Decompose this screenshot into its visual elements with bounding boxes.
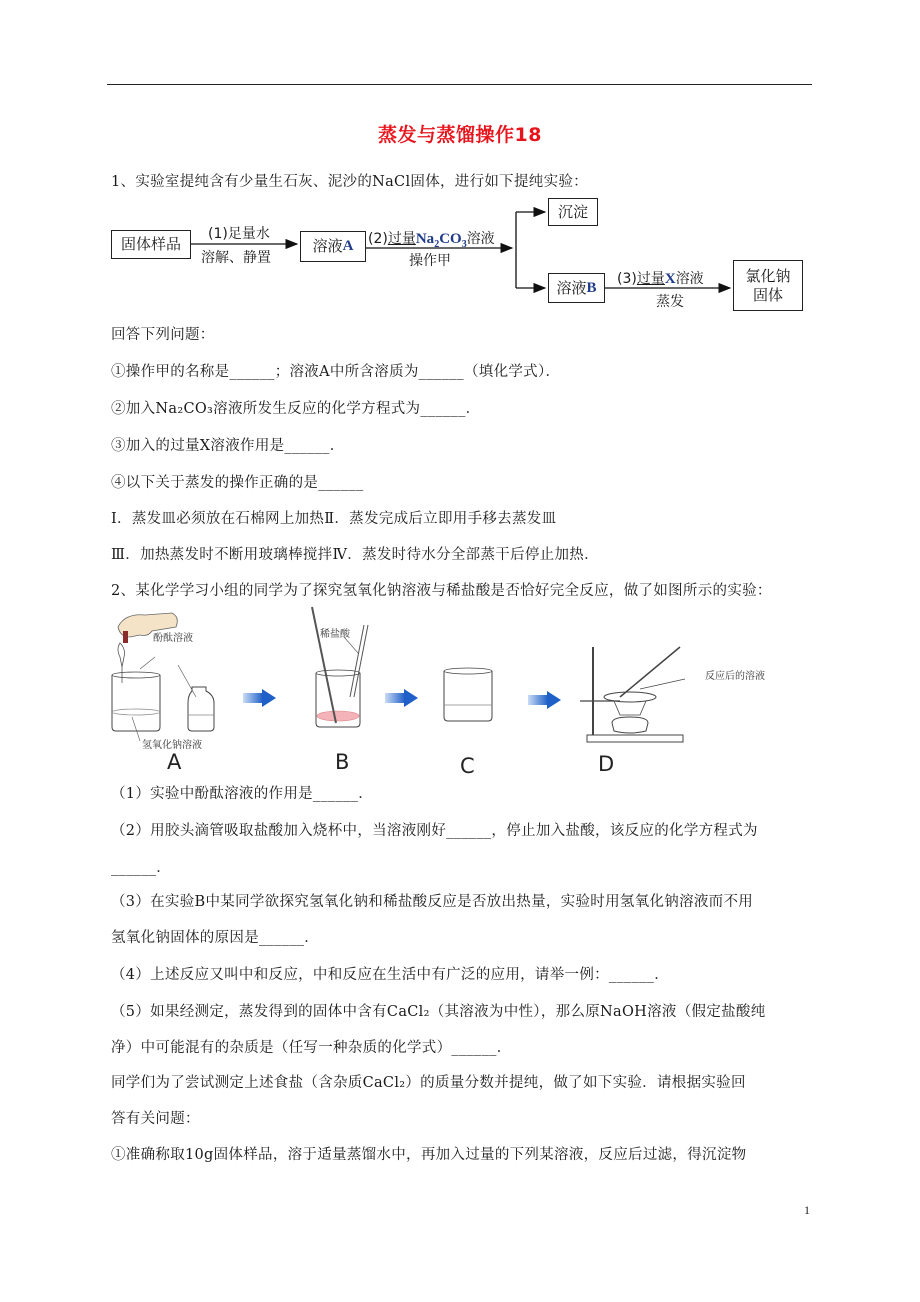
experiment-illustration bbox=[100, 605, 760, 780]
label-phenolphthalein: 酚酞溶液 bbox=[153, 633, 193, 644]
q2-followup-cont: 答有关问题： bbox=[111, 1111, 200, 1127]
step3-excess: 过量 bbox=[636, 271, 665, 287]
q2-item-4: （4）上述反应又叫中和反应，中和反应在生活中有广泛的应用，请举一例：______． bbox=[111, 967, 670, 983]
box-solid-sample-label: 固体样品 bbox=[120, 235, 181, 253]
q1-item-4: ④以下关于蒸发的操作正确的是______ bbox=[111, 475, 364, 491]
box-solution-a bbox=[300, 231, 366, 262]
step3-suffix: 溶液 bbox=[675, 271, 704, 287]
step2-chem-co: CO bbox=[439, 231, 462, 247]
label-naoh-solution: 氢氧化钠溶液 bbox=[142, 740, 202, 751]
panel-label-d: D bbox=[598, 752, 615, 776]
q1-item-1: ①操作甲的名称是______；溶液A中所含溶质为______（填化学式）． bbox=[111, 364, 561, 380]
q1-item-2: ②加入Na₂CO₃溶液所发生反应的化学方程式为______． bbox=[111, 401, 481, 417]
step3-prefix: (3) bbox=[617, 271, 637, 287]
flow-diagram bbox=[0, 0, 920, 330]
step1-bottom-label: 溶解、静置 bbox=[201, 250, 271, 266]
q2-followup: 同学们为了尝试测定上述食盐（含杂质CaCl₂）的质量分数并提纯，做了如下实验．请根据实验回 bbox=[111, 1075, 746, 1091]
step2-suffix: 溶液 bbox=[466, 231, 495, 247]
step2-excess: 过量 bbox=[387, 231, 416, 247]
label-dilute-hcl: 稀盐酸 bbox=[320, 629, 350, 640]
label-reacted-solution: 反应后的溶液 bbox=[705, 671, 765, 682]
q2-item-2: （2）用胶头滴管吸取盐酸加入烧杯中，当溶液刚好______，停止加入盐酸，该反应的化学方程式为 bbox=[111, 823, 758, 839]
box-precipitate-label: 沉淀 bbox=[557, 202, 588, 221]
step2-chem bbox=[415, 231, 467, 250]
q1-option-1-2: Ⅰ．蒸发皿必须放在石棉网上加热Ⅱ．蒸发完成后立即用手移去蒸发皿 bbox=[111, 511, 557, 527]
page-title: 蒸发与蒸馏操作18 bbox=[378, 124, 542, 146]
box-nacl-line1: 氯化钠 bbox=[745, 266, 791, 285]
q2-item-2-cont: ______． bbox=[111, 860, 172, 876]
box-solution-b-text: 溶液 bbox=[556, 278, 587, 297]
panel-label-c: C bbox=[460, 754, 475, 778]
step2-prefix: (2) bbox=[368, 231, 388, 247]
q2-item-5-cont: 净）中可能混有的杂质是（任写一种杂质的化学式）______． bbox=[111, 1040, 512, 1056]
step3-chem: X bbox=[664, 271, 676, 287]
q2-item-3-cont: 氢氧化钠固体的原因是______． bbox=[111, 930, 320, 946]
step2-chem-na: Na bbox=[415, 231, 435, 247]
experiment-figure bbox=[100, 605, 765, 780]
box-nacl-solid bbox=[733, 260, 803, 311]
step1-top-label bbox=[208, 223, 270, 243]
step2-bottom-label: 操作甲 bbox=[409, 253, 451, 269]
step3-bottom-label: 蒸发 bbox=[656, 294, 684, 310]
q1-intro: 1、实验室提纯含有少量生石灰、泥沙的NaCl固体，进行如下提纯实验： bbox=[111, 174, 588, 190]
q1-item-3: ③加入的过量X溶液作用是______． bbox=[111, 438, 345, 454]
box-solution-a-text: 溶液 bbox=[312, 237, 343, 255]
answer-prompt: 回答下列问题： bbox=[111, 327, 215, 343]
panel-label-b: B bbox=[335, 750, 350, 774]
step2-chem-sub2: 3 bbox=[461, 239, 467, 250]
step2-top-label bbox=[368, 228, 495, 250]
q2-intro: 2、某化学学习小组的同学为了探究氢氧化钠溶液与稀盐酸是否恰好完全反应，做了如图所示的实验： bbox=[111, 583, 772, 599]
panel-label-a: A bbox=[167, 750, 182, 774]
box-precipitate bbox=[548, 198, 598, 226]
box-solution-b-letter: B bbox=[586, 279, 597, 296]
page-number: 1 bbox=[804, 1203, 810, 1217]
step1-top-text: (1)足量水 bbox=[208, 226, 270, 242]
box-solid-sample bbox=[111, 230, 191, 259]
step3-top-label bbox=[617, 268, 704, 288]
q2-step-1: ①准确称取10g固体样品，溶于适量蒸馏水中，再加入过量的下列某溶液，反应后过滤，得沉淀物 bbox=[111, 1147, 747, 1163]
box-nacl-line2: 固体 bbox=[752, 285, 783, 304]
box-solution-a-letter: A bbox=[342, 238, 354, 254]
box-solution-b bbox=[548, 273, 605, 303]
step2-chem-sub1: 2 bbox=[434, 239, 440, 250]
q1-option-3-4: Ⅲ．加热蒸发时不断用玻璃棒搅拌Ⅳ．蒸发时待水分全部蒸干后停止加热． bbox=[111, 547, 599, 563]
q2-item-5: （5）如果经测定，蒸发得到的固体中含有CaCl₂（其溶液为中性），那么原NaOH溶液（假定盐酸纯 bbox=[111, 1004, 766, 1020]
q2-item-3: （3）在实验B中某同学欲探究氢氧化钠和稀盐酸反应是否放出热量，实验时用氢氧化钠溶液而不用 bbox=[111, 894, 754, 910]
q2-item-1: （1）实验中酚酞溶液的作用是______． bbox=[111, 786, 374, 802]
